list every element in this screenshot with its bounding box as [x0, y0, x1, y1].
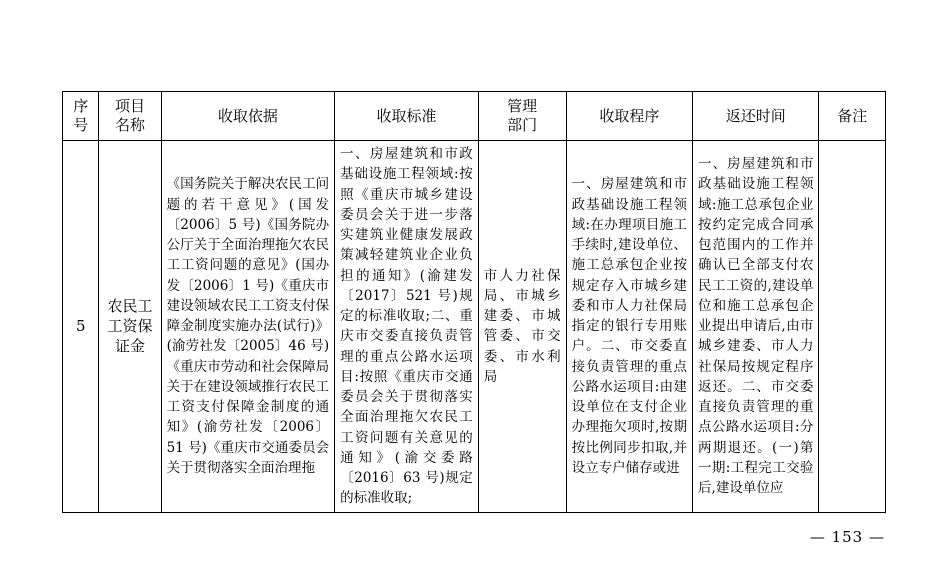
page-number: — 153 — — [809, 528, 885, 546]
column-header-return-time: 返还时间 — [693, 92, 819, 141]
column-header-name — [99, 92, 161, 141]
cell-seq: 5 — [63, 141, 99, 513]
cell-basis: 《国务院关于解决农民工问题的若干意见》(国发〔2006〕5 号)《国务院办公厅关于全面治理拖欠农民工工资问题的意见》(国办发〔2006〕1 号)《重庆市建设领域农民工工资支付保障金制度实施办法(试行)》(渝劳社发〔2005〕46 号)《重庆市劳动和社会保障局关于在建设领域推行农民工工资支付保障金制度的通知》(渝劳社发〔2006〕51 号)《重庆市交通委员会关于贯彻落实全面治理拖 — [161, 141, 335, 513]
table-body — [63, 141, 886, 513]
cell-dept: 市人力社保局、市城乡建委、市城管委、市交委、市水利局 — [478, 141, 566, 513]
table-header — [63, 92, 886, 141]
cell-return-time: 一、房屋建筑和市政基础设施工程领域:施工总承包企业按约定完成合同承包范围内的工作并确认已全部支付农民工工资的,建设单位和施工总承包企业提出申请后,由市城乡建委、市人力社保局按规定程序返还。二、市交委直接负责管理的重点公路水运项目:分两期退还。(一)第一期:工程完工交验后,建设单位应 — [693, 141, 819, 513]
column-header-dept-line1: 管理 — [507, 96, 538, 115]
cell-standard: 一、房屋建筑和市政基础设施工程领域:按照《重庆市城乡建设委员会关于进一步落实建筑业健康发展政策减轻建筑业企业负担的通知》(渝建发〔2017〕521 号)规定的标准收取;二、重庆市交委直接负责管理的重点公路水运项目:按照《重庆市交通委员会关于贯彻落实全面治理拖欠农民工工资问题有关意见的通知》(渝交委路〔2016〕63 号)规定的标准收取; — [335, 141, 479, 513]
column-header-basis: 收取依据 — [161, 92, 335, 141]
cell-name: 农民工工资保证金 — [99, 141, 161, 513]
column-header-seq-line1: 序 — [73, 96, 89, 115]
column-header-dept — [478, 92, 566, 141]
column-header-remark: 备注 — [819, 92, 886, 141]
column-header-seq-line2: 号 — [73, 116, 89, 134]
column-header-procedure: 收取程序 — [566, 92, 692, 141]
fee-items-table — [62, 91, 886, 513]
column-header-name-line2: 名称 — [114, 116, 145, 134]
cell-remark — [819, 141, 886, 513]
table-row — [63, 141, 886, 513]
column-header-standard: 收取标准 — [335, 92, 479, 141]
cell-procedure: 一、房屋建筑和市政基础设施工程领域:在办理项目施工手续时,建设单位、施工总承包企业按规定存入市城乡建委和市人力社保局指定的银行专用账户。二、市交委直接负责管理的重点公路水运项目:由建设单位在支付企业办理拖欠项时,按期按比例同步扣取,并设立专户储存或进 — [566, 141, 692, 513]
table-header-row — [63, 92, 886, 141]
column-header-name-line1: 项目 — [114, 96, 145, 115]
column-header-seq — [63, 92, 99, 141]
column-header-dept-line2: 部门 — [507, 116, 538, 134]
